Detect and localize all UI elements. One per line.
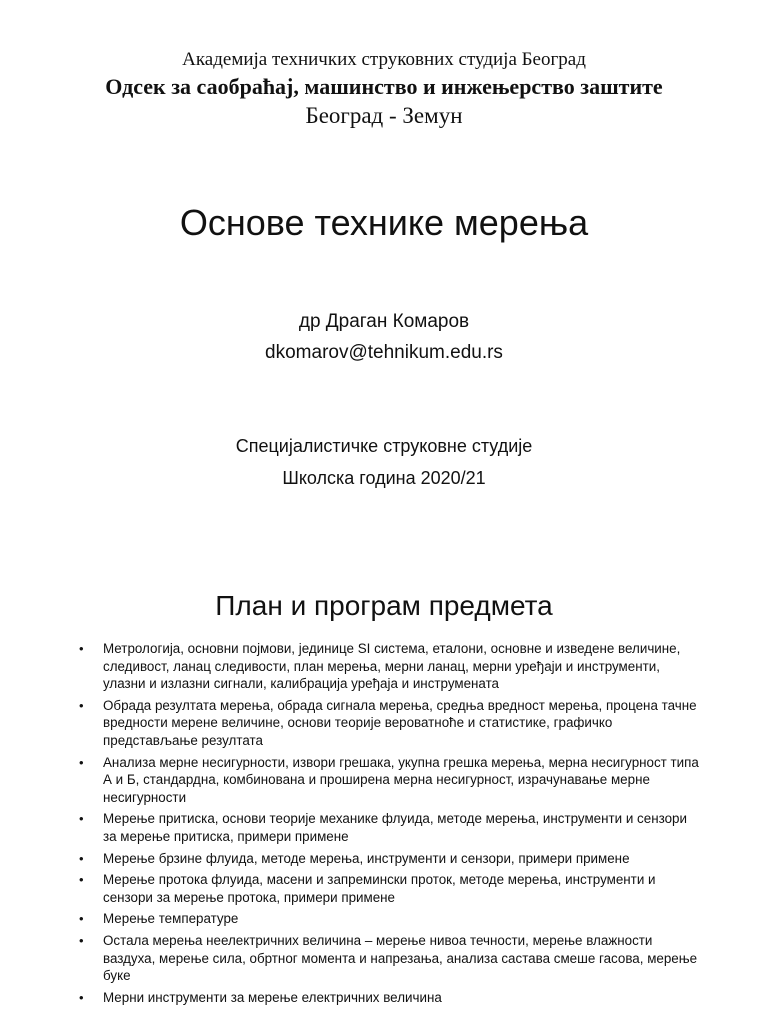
- author-name: др Драган Комаров: [298, 311, 470, 332]
- bullet-icon: •: [79, 811, 84, 827]
- bullet-icon: •: [79, 872, 84, 888]
- syllabus-title: План и програм предмета: [215, 590, 553, 621]
- bullet-icon: •: [79, 641, 84, 656]
- topic-item: [79, 932, 699, 985]
- topic-item: [79, 810, 699, 845]
- bullet-icon: •: [79, 754, 84, 770]
- institution-name: Академија техничких струковних студија Београд: [182, 49, 586, 70]
- bullet-icon: •: [79, 697, 84, 713]
- bullet-icon: •: [79, 850, 84, 866]
- topic-item: [79, 697, 699, 750]
- topic-text: Мерење брзине флуида, методе мерења, инструменти и сензори, примери примене: [103, 850, 630, 866]
- topic-item: [79, 754, 699, 807]
- topic-item: [79, 910, 699, 928]
- topic-text: Мерење температуре: [103, 911, 239, 927]
- topic-text: Остала мерења неелектричних величина – мерење нивоа течности, мерење влажности ваздуха, мерење сила, обртног момента и напрезања, анализа састава смеше гасова, мерење буке: [103, 932, 698, 984]
- topic-item: [79, 640, 699, 693]
- topic-text: Мерење притиска, основи теорије механике флуида, методе мерења, инструменти и сензори за мерење притиска, примери примене: [103, 811, 687, 844]
- bullet-icon: •: [79, 989, 84, 1005]
- topic-text: Метрологија, основни појмови, јединице SI система, еталони, основне и изведене величине, следивост, ланац следивости, план мерења, мерни ланац, мерни уређаји и инструменти, улазни и излазни сигнали, калибрација уређаја и инструмената: [103, 641, 681, 692]
- department-name: Одсек за саобраћај, машинство и инжењерство заштите: [105, 74, 663, 99]
- syllabus-slide: [0, 578, 768, 1024]
- bullet-icon: •: [79, 911, 84, 927]
- topic-item: [79, 850, 699, 868]
- location: Београд - Земун: [305, 103, 463, 128]
- topic-item: [79, 871, 699, 906]
- author-email: dkomarov@tehnikum.edu.rs: [265, 342, 503, 363]
- topic-text: Мерење протока флуида, масени и запремински проток, методе мерења, инструменти и сензори за мерење протока, примери примене: [103, 872, 656, 905]
- topic-list: [79, 640, 699, 1010]
- bullet-icon: •: [79, 932, 84, 948]
- topic-item: [79, 989, 699, 1007]
- school-year: Школска година 2020/21: [282, 468, 486, 488]
- study-program: Специјалистичке струковне студије: [235, 436, 533, 456]
- topic-text: Анализа мерне несигурности, извори грешака, укупна грешка мерења, мерна несигурност типа А и Б, стандардна, комбинована и проширена мерна несигурност, израчунавање мерне несигурности: [103, 754, 699, 805]
- topic-text: Мерни инструменти за мерење електричних величина: [103, 989, 442, 1005]
- course-title: Основе технике мерења: [179, 202, 589, 243]
- topic-text: Обрада резултата мерења, обрада сигнала мерења, средња вредност мерења, процена тачне вредности мерене величине, основи теорије вероватноће и статистике, графичко представљање резултата: [103, 697, 697, 748]
